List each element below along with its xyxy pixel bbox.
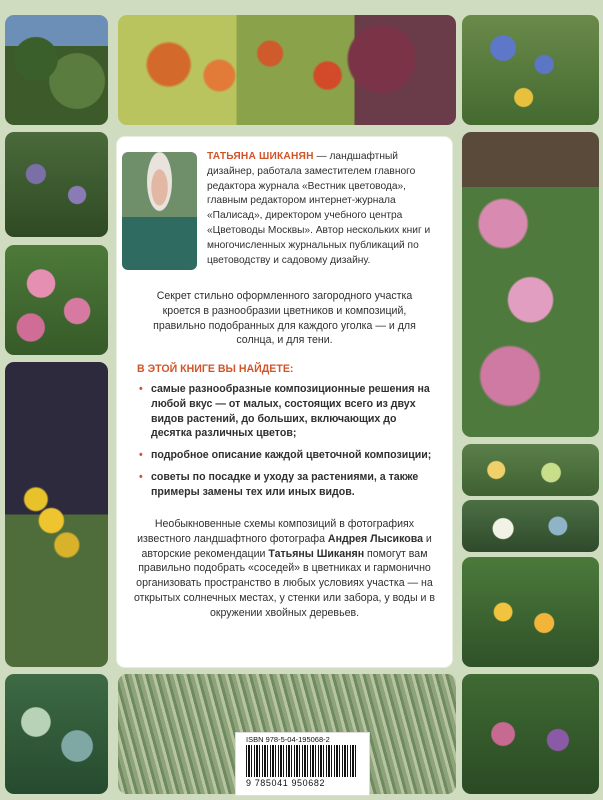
garden-photo — [5, 362, 108, 667]
isbn-label: ISBN 978-5-04-195068-2 — [246, 735, 330, 744]
author-bio — [207, 150, 442, 268]
feature-list — [139, 382, 439, 507]
intro-paragraph: Секрет стильно оформленного загородного участка кроется в разнообразии цветников и композиций, правильно подобранных для каждого уголка — и для солнца, и для тени. — [153, 290, 416, 347]
photographer-name: Андрея Лысикова — [327, 532, 423, 545]
list-item: • подробное описание каждой цветочной композиции; — [139, 449, 432, 462]
garden-photo — [5, 674, 108, 794]
bullet-icon: • — [139, 449, 143, 462]
section-heading: В ЭТОЙ КНИГЕ ВЫ НАЙДЕТЕ: — [137, 363, 294, 375]
bullet-icon: • — [139, 383, 143, 395]
author-name: ТАТЬЯНА ШИКАНЯН — [207, 151, 314, 162]
barcode — [235, 732, 370, 796]
garden-photo — [5, 15, 108, 125]
garden-photo — [462, 15, 599, 125]
author-photo — [122, 152, 197, 270]
closing-paragraph: Необыкновенные схемы композиций в фотографиях известного ландшафтного фотографа Андрея Лысикова и авторские рекомендации Татьяны Шиканян помогут вам правильно подобрать «соседей» в цветниках и гармонично организовать пространство в любых условиях участка — на открытых солнечных местах, у стенки или забора, у воды и в окружении хвойных деревьев. — [134, 518, 435, 619]
text-panel — [117, 137, 452, 667]
list-item: • советы по посадке и уходу за растениями, а также примеры замены тех или иных видов. — [139, 470, 419, 498]
barcode-number: 9 785041 950682 — [246, 778, 326, 788]
garden-photo — [462, 557, 599, 667]
bullet-icon: • — [139, 470, 143, 483]
garden-photo — [5, 132, 108, 237]
garden-photo — [462, 132, 599, 437]
garden-photo — [462, 444, 599, 496]
garden-photo — [118, 15, 456, 125]
author-bio-text: — ландшафтный дизайнер, работала заместителем главного редактора журнала «Вестник цветовода», главным редактором интернет-журнала «Палисад», директором учебного центра «Цветоводы Москвы». Автор нескольких книг и многочисленных журнальных публикаций по цветоводству и садовому дизайну. — [207, 151, 431, 266]
author-name-inline: Татьяны Шиканян — [268, 547, 365, 560]
barcode-bars — [246, 745, 356, 777]
garden-photo — [462, 500, 599, 552]
garden-photo — [462, 674, 599, 794]
list-item: • самые разнообразные композиционные решения на любой вкус — от малых, состоящих всего из двух видов растений, до больших, включающих до десятка различных цветов; — [139, 383, 430, 440]
garden-photo — [5, 245, 108, 355]
